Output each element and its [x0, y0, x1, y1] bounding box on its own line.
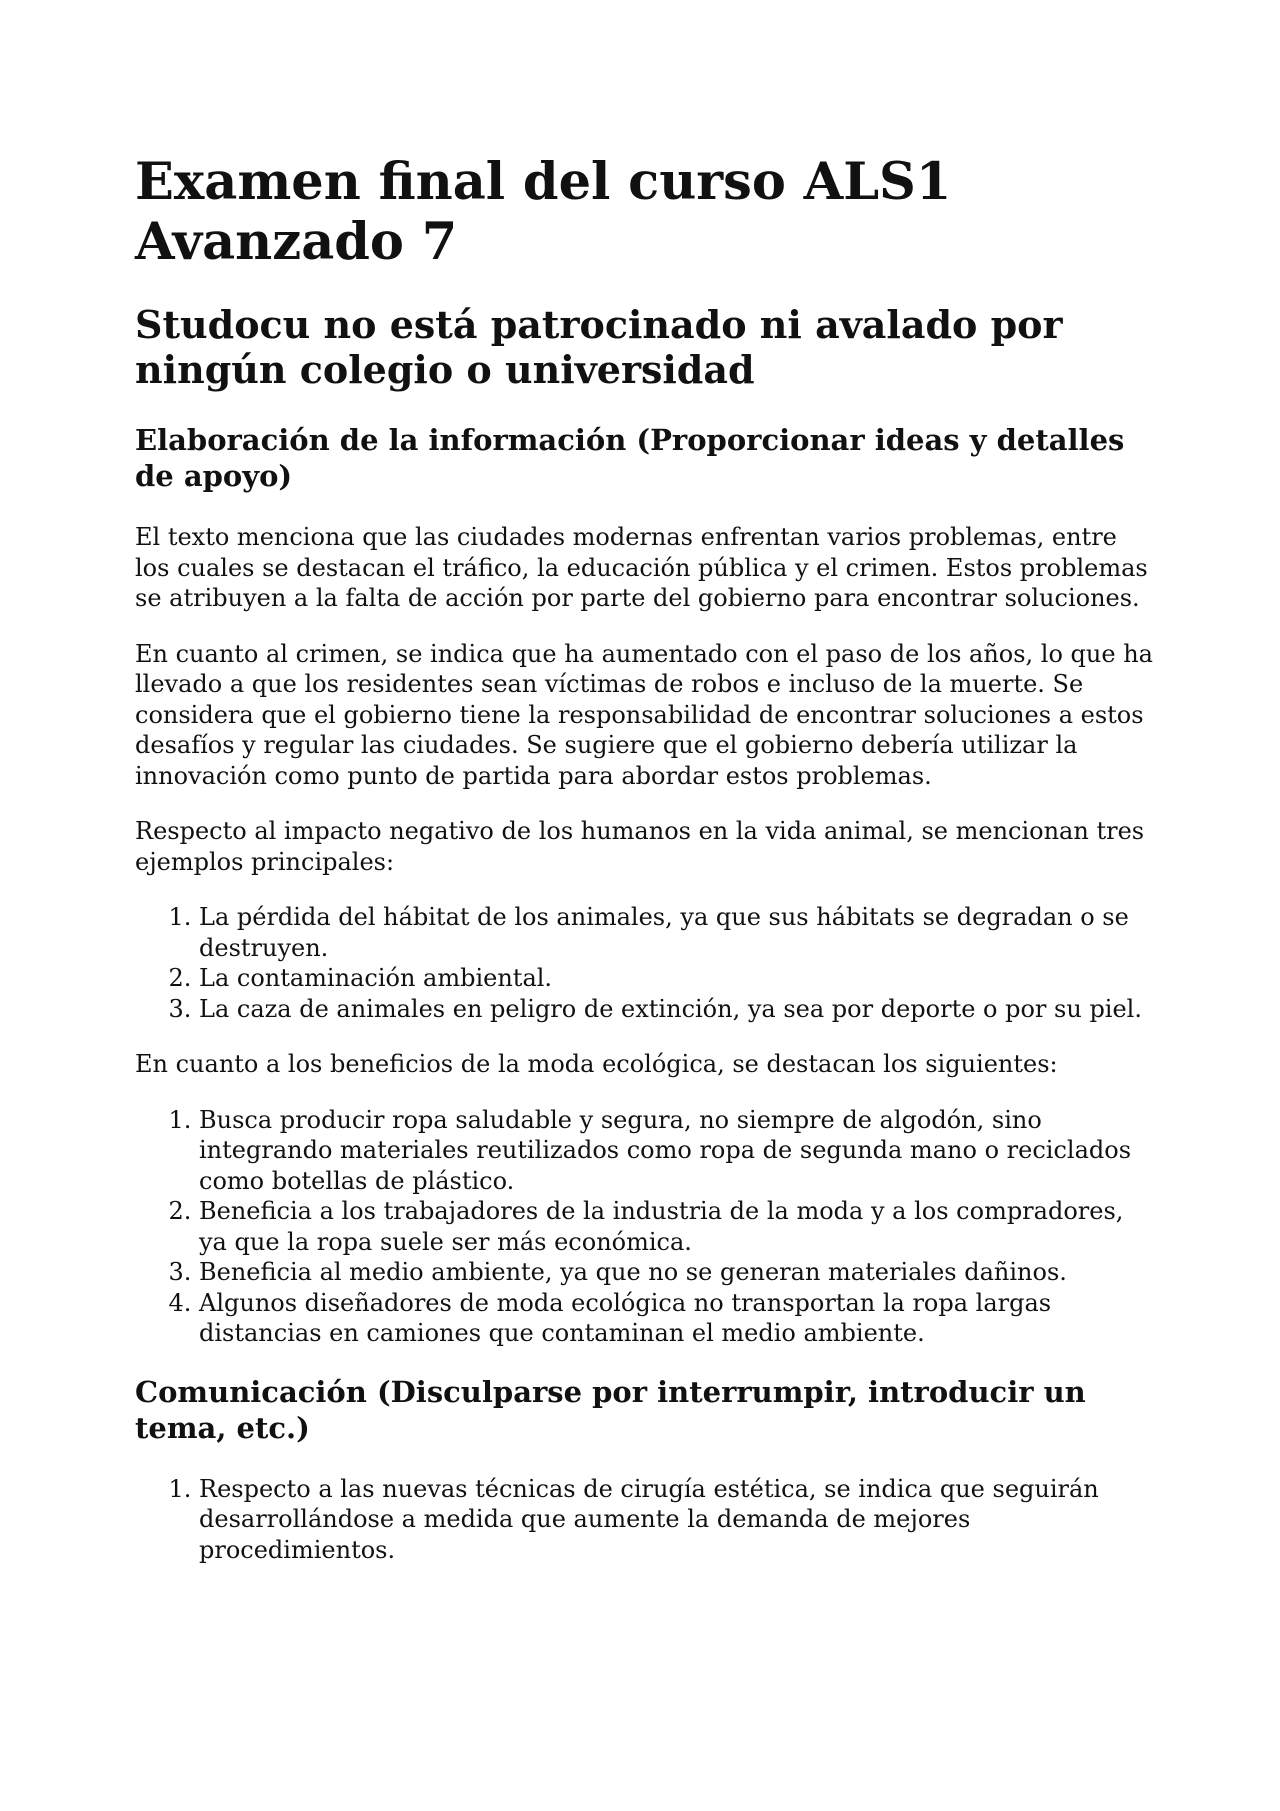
list-item: 2. Beneficia a los trabajadores de la industria de la moda y a los compradores, ya que la ropa suele ser más económica.: [199, 1196, 1155, 1257]
section-heading-elaboracion: Elaboración de la información (Proporcionar ideas y detalles de apoyo): [135, 423, 1125, 493]
animal-impact-list: [135, 902, 1155, 1024]
document-page: [135, 152, 1155, 1590]
eco-fashion-benefits-list: [135, 1105, 1155, 1349]
list-item: 1. Busca producir ropa saludable y segura, no siempre de algodón, sino integrando materiales reutilizados como ropa de segunda mano o reciclados como botellas de plástico.: [199, 1105, 1155, 1197]
document-title: Examen final del curso ALS1 Avanzado 7: [135, 152, 952, 272]
list-item: 1. Respecto a las nuevas técnicas de cirugía estética, se indica que seguirán desarrollándose a medida que aumente la demanda de mejores procedimientos.: [199, 1474, 1155, 1566]
communication-list: [135, 1474, 1155, 1566]
list-item: 2. La contaminación ambiental.: [199, 963, 1155, 994]
paragraph: El texto menciona que las ciudades modernas enfrentan varios problemas, entre los cuales se destacan el tráfico, la educación pública y el crimen. Estos problemas se atribuyen a la falta de acción por parte del gobierno para encontrar soluciones.: [135, 523, 1148, 612]
list-item: 3. Beneficia al medio ambiente, ya que no se generan materiales dañinos.: [199, 1257, 1155, 1288]
paragraph: En cuanto al crimen, se indica que ha aumentado con el paso de los años, lo que ha llevado a que los residentes sean víctimas de robos e incluso de la muerte. Se considera que el gobierno tiene la responsabilidad de encontrar soluciones a estos desafíos y regular las ciudades. Se sugiere que el gobierno debería utilizar la innovación como punto de partida para abordar estos problemas.: [135, 639, 1153, 790]
paragraph: En cuanto a los beneficios de la moda ecológica, se destacan los siguientes:: [135, 1050, 1058, 1078]
list-item: 4. Algunos diseñadores de moda ecológica no transportan la ropa largas distancias en camiones que contaminan el medio ambiente.: [199, 1288, 1155, 1349]
paragraph: Respecto al impacto negativo de los humanos en la vida animal, se mencionan tres ejemplos principales:: [135, 817, 1145, 876]
list-item: 3. La caza de animales en peligro de extinción, ya sea por deporte o por su piel.: [199, 994, 1155, 1025]
list-item: 1. La pérdida del hábitat de los animales, ya que sus hábitats se degradan o se destruyen.: [199, 902, 1155, 963]
document-subtitle: Studocu no está patrocinado ni avalado por ningún colegio o universidad: [135, 302, 1063, 392]
section-heading-comunicacion: Comunicación (Disculparse por interrumpir, introducir un tema, etc.): [135, 1374, 1086, 1445]
